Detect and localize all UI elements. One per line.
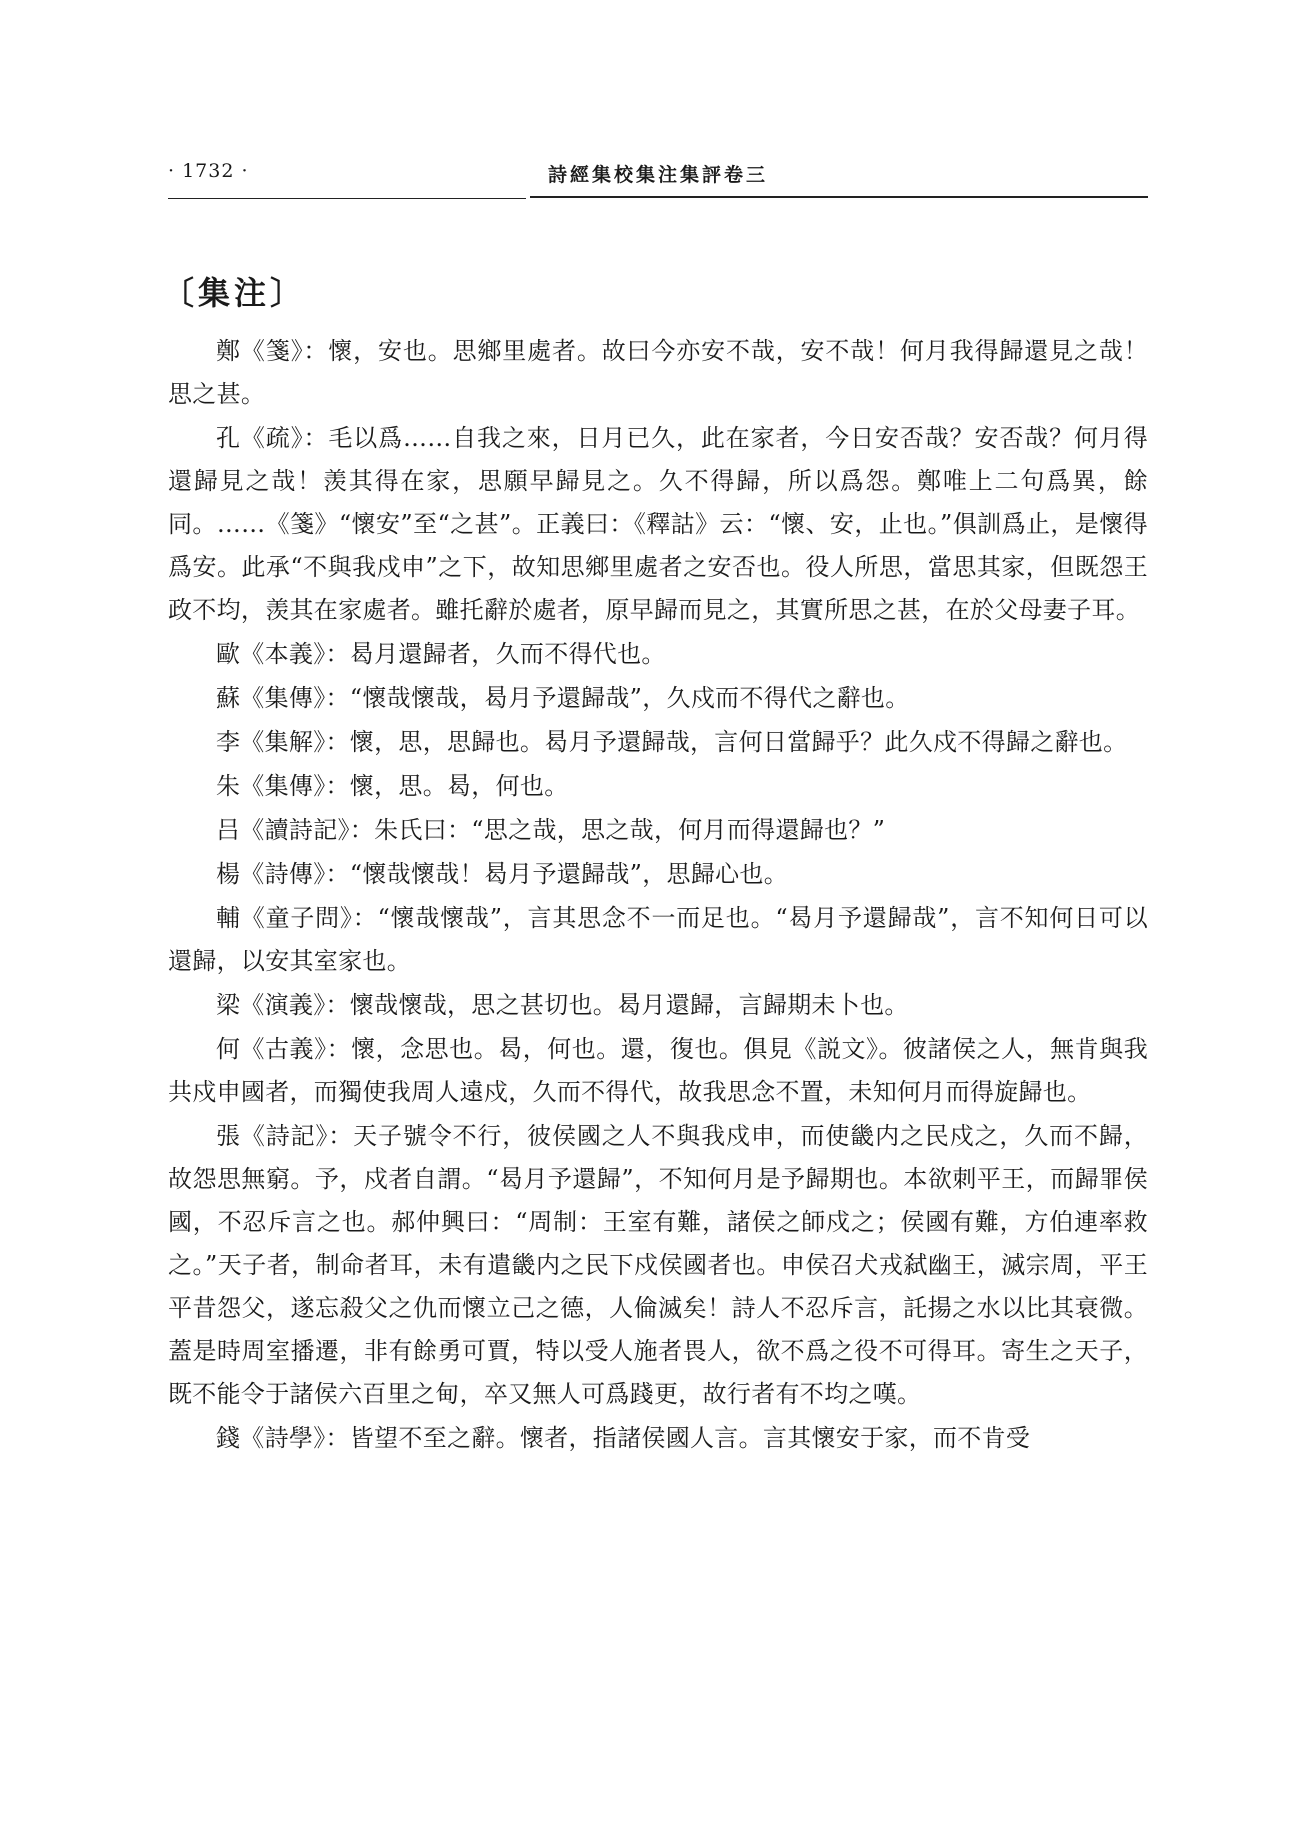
paragraph-liang-yanyi: 梁《演義》：懷哉懷哉，思之甚切也。曷月還歸，言歸期未卜也。: [216, 991, 909, 1019]
paragraph-zhang-shiji: 張《詩記》：天子號令不行，彼侯國之人不與我戍申，而使畿内之民戍之，久而不歸，故怨思無窮。予，戍者自謂。“曷月予還歸”，不知何月是予歸期也。本欲刺平王，而歸罪侯國，不忍斥言之也。郝仲興曰：“周制：王室有難，諸侯之師戍之；侯國有難，方伯連率救之。”天子者，制命者耳，未有遣畿内之民下戍侯國者也。申侯召犬戎弑幽王，滅宗周，平王平昔怨父，遂忘殺父之仇而懷立己之德，人倫滅矣！詩人不忍斥言，託揚之水以比其衰微。蓋是時周室播遷，非有餘勇可賈，特以受人施者畏人，欲不爲之役不可得耳。寄生之天子，既不能令于諸侯六百里之甸，卒又無人可爲踐更，故行者有不均之嘆。: [168, 1122, 1148, 1408]
paragraph-qian-shixue: 錢《詩學》：皆望不至之辭。懷者，指諸侯國人言。言其懷安于家，而不肯受: [216, 1424, 1031, 1452]
body-text: [162, 266, 1148, 1461]
page-number: · 1732 ·: [168, 160, 249, 182]
page-header: [168, 160, 1148, 196]
paragraph-zhu-jizhuan: 朱《集傳》：懷，思。曷，何也。: [216, 772, 569, 800]
paragraph-su-jizhuan: 蘇《集傳》：“懷哉懷哉，曷月予還歸哉”，久戍而不得代之辭也。: [216, 684, 910, 712]
paragraph-lu-dushiji: 吕《讀詩記》：朱氏曰：“思之哉，思之哉，何月而得還歸也？”: [216, 816, 886, 844]
paragraph-he-guyi: 何《古義》：懷，念思也。曷，何也。還，復也。俱見《説文》。彼諸侯之人，無肯與我共戍申國者，而獨使我周人遠戍，久而不得代，故我思念不置，未知何月而得旋歸也。: [168, 1035, 1148, 1106]
paragraph-li-jijie: 李《集解》：懷，思，思歸也。曷月予還歸哉，言何日當歸乎？此久戍不得歸之辭也。: [216, 728, 1128, 756]
header-rule-left: [168, 198, 526, 199]
header-rule-right: [530, 196, 1148, 198]
section-heading: 〔集注〕: [162, 274, 307, 312]
paragraph-fu-tongziwen: 輔《童子問》：“懷哉懷哉”，言其思念不一而足也。“曷月予還歸哉”，言不知何日可以還歸，以安其室家也。: [168, 904, 1148, 975]
paragraph-kong-shu: 孔《疏》：毛以爲……自我之來，日月已久，此在家者，今日安否哉？安否哉？何月得還歸見之哉！羡其得在家，思願早歸見之。久不得歸，所以爲怨。鄭唯上二句爲異，餘同。……《箋》“懷安”至“之甚”。正義曰：《釋詁》云：“懷、安，止也。”俱訓爲止，是懷得爲安。此承“不與我戍申”之下，故知思鄉里處者之安否也。役人所思，當思其家，但既怨王政不均，羡其在家處者。雖托辭於處者，原早歸而見之，其實所思之甚，在於父母妻子耳。: [168, 424, 1148, 624]
paragraph-yang-shizhuan: 楊《詩傳》：“懷哉懷哉！曷月予還歸哉”，思歸心也。: [216, 860, 789, 888]
paragraph-zheng-jian: 鄭《箋》：懷，安也。思鄉里處者。故曰今亦安不哉，安不哉！何月我得歸還見之哉！思之甚。: [168, 337, 1148, 408]
paragraph-ou-benyi: 歐《本義》：曷月還歸者，久而不得代也。: [216, 640, 666, 668]
running-head: 詩經集校集注集評卷三: [547, 164, 768, 186]
